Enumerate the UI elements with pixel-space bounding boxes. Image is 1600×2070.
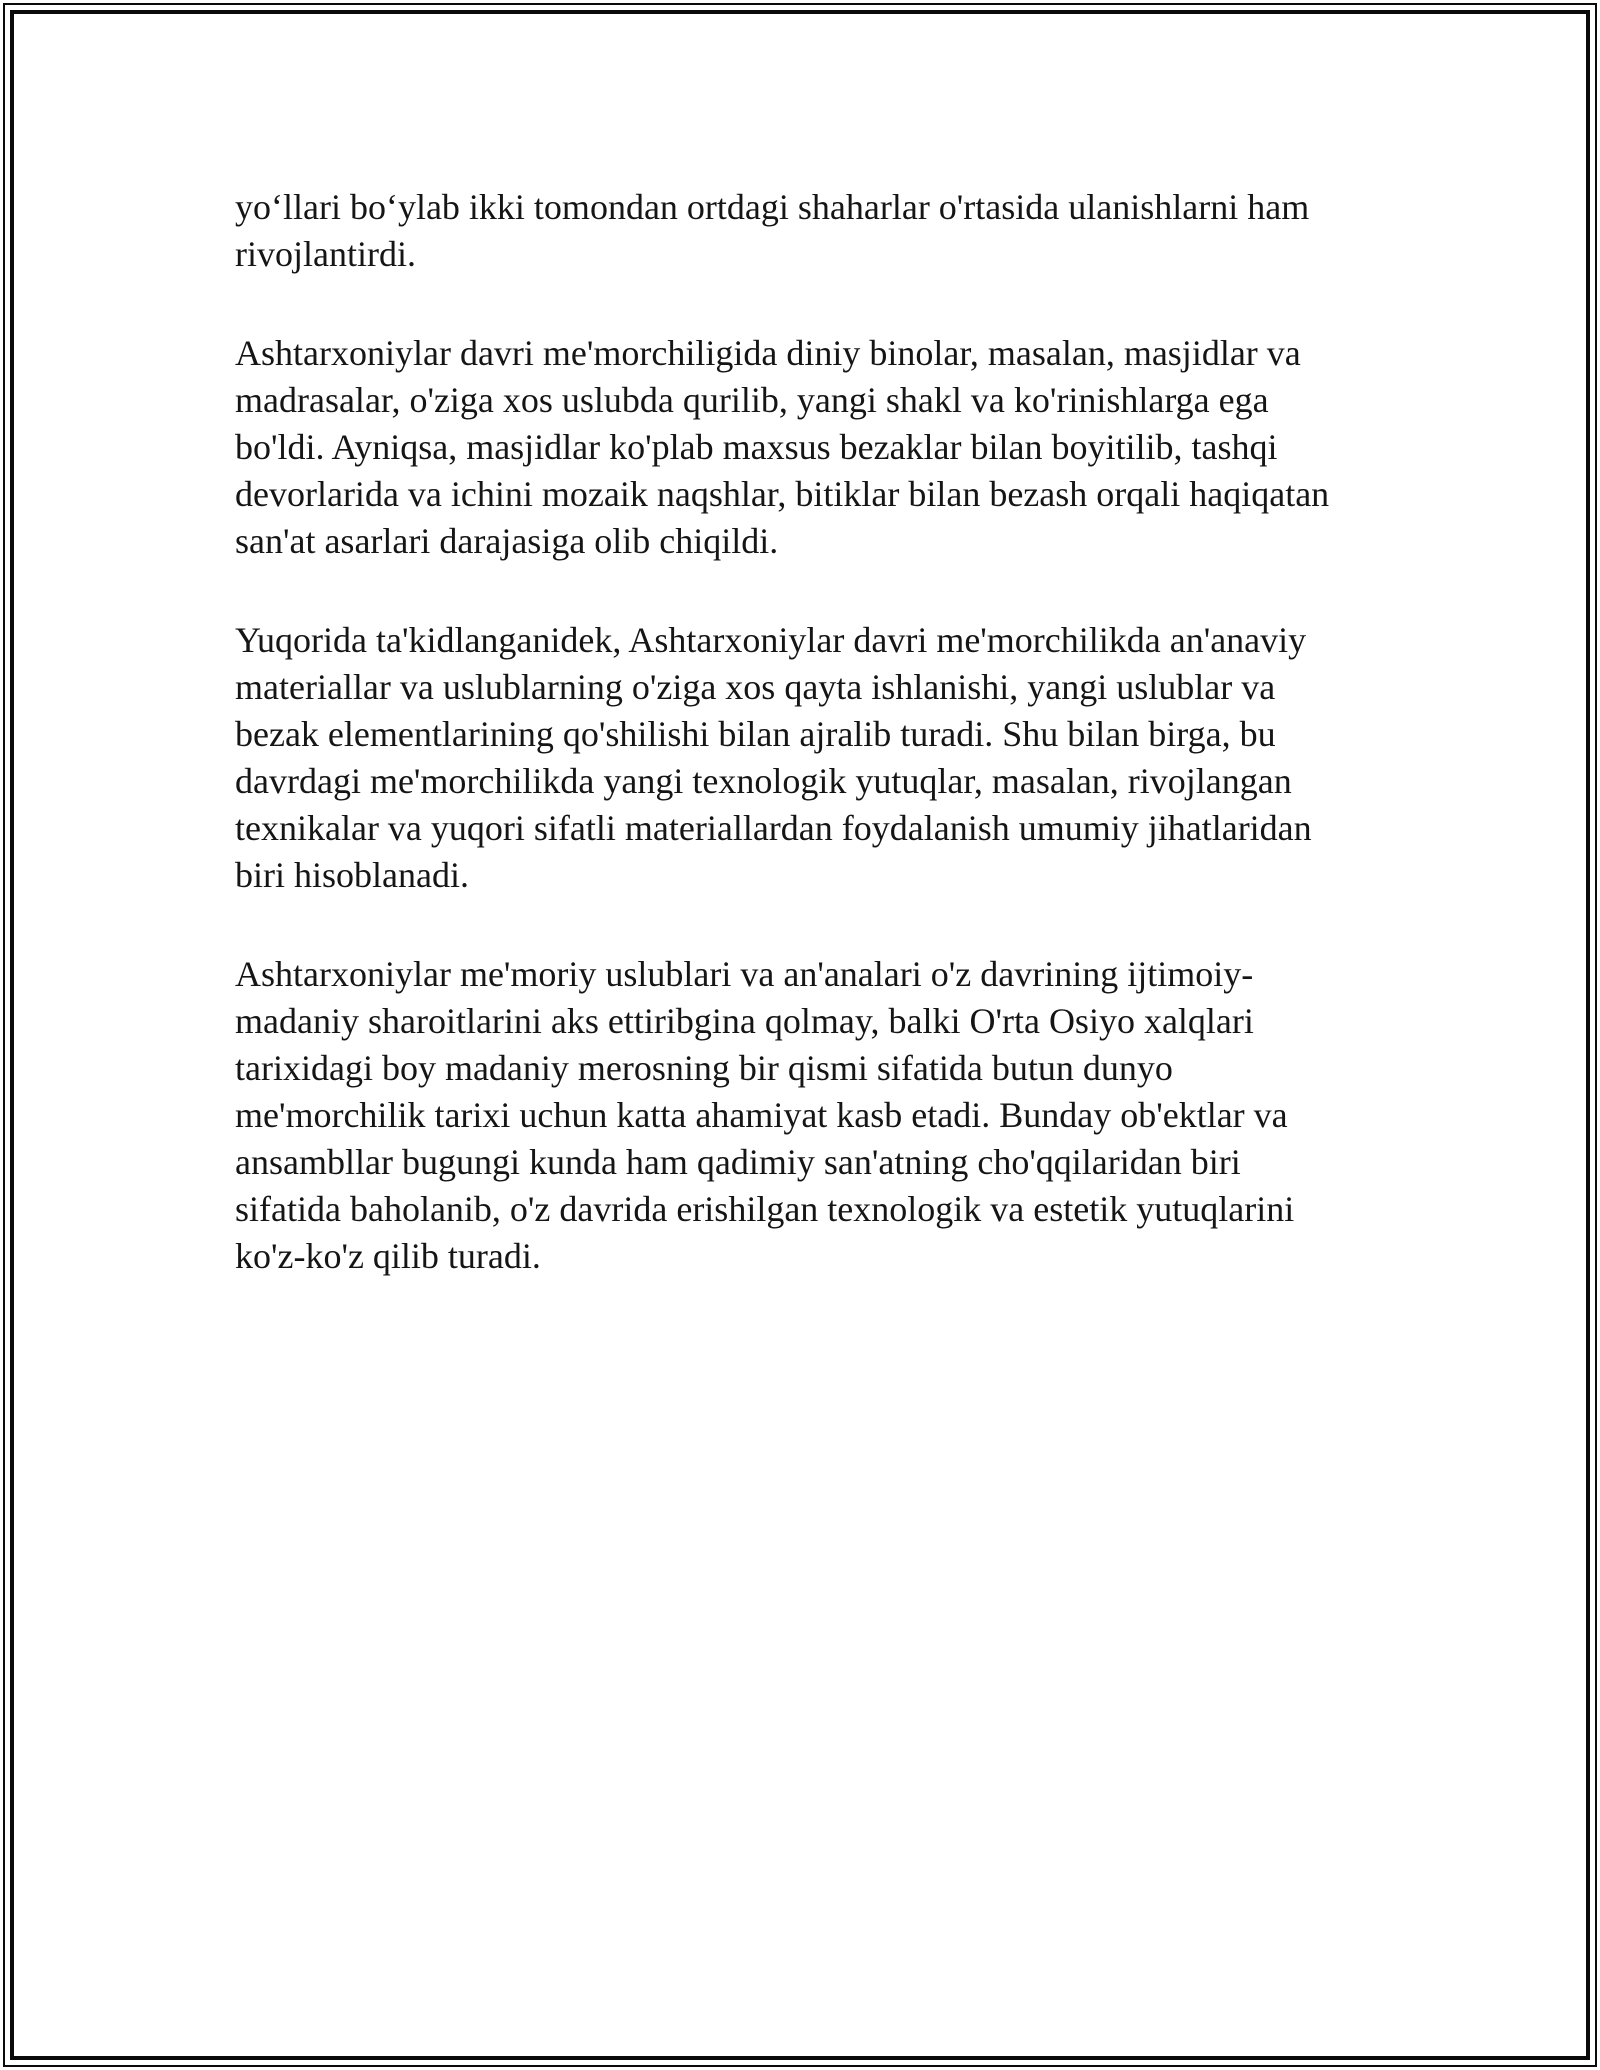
document-body-text (235, 184, 1380, 1280)
paragraph-3 (235, 617, 1380, 899)
text-line: Ashtarxoniylar davri me'morchiligida diniy binolar, masalan, masjidlar va (235, 333, 1301, 373)
text-line: texnikalar va yuqori sifatli materiallardan foydalanish umumiy jihatlaridan (235, 808, 1312, 848)
text-line: rivojlantirdi. (235, 234, 416, 274)
paragraph-4 (235, 951, 1380, 1280)
text-line: biri hisoblanadi. (235, 855, 469, 895)
text-line: tarixidagi boy madaniy merosning bir qismi sifatida butun dunyo (235, 1048, 1173, 1088)
text-line: materiallar va uslublarning o'ziga xos qayta ishlanishi, yangi uslublar va (235, 667, 1276, 707)
paragraph-1 (235, 184, 1380, 278)
text-line: yo‘llari bo‘ylab ikki tomondan ortdagi shaharlar o'rtasida ulanishlarni ham (235, 187, 1310, 227)
text-line: bo'ldi. Ayniqsa, masjidlar ko'plab maxsus bezaklar bilan boyitilib, tashqi (235, 427, 1278, 467)
text-line: me'morchilik tarixi uchun katta ahamiyat kasb etadi. Bunday ob'ektlar va (235, 1095, 1288, 1135)
text-line: devorlarida va ichini mozaik naqshlar, bitiklar bilan bezash orqali haqiqatan (235, 474, 1330, 514)
text-line: ko'z-ko'z qilib turadi. (235, 1236, 541, 1276)
text-line: san'at asarlari darajasiga olib chiqildi. (235, 521, 779, 561)
text-line: sifatida baholanib, o'z davrida erishilgan texnologik va estetik yutuqlarini (235, 1189, 1295, 1229)
text-line: ansambllar bugungi kunda ham qadimiy san'atning cho'qqilaridan biri (235, 1142, 1241, 1182)
text-line: davrdagi me'morchilikda yangi texnologik yutuqlar, masalan, rivojlangan (235, 761, 1292, 801)
text-line: madaniy sharoitlarini aks ettiribgina qolmay, balki O'rta Osiyo xalqlari (235, 1001, 1254, 1041)
paragraph-2 (235, 330, 1380, 565)
text-line: Yuqorida ta'kidlanganidek, Ashtarxoniylar davri me'morchilikda an'anaviy (235, 620, 1307, 660)
text-line: madrasalar, o'ziga xos uslubda qurilib, yangi shakl va ko'rinishlarga ega (235, 380, 1269, 420)
text-line: Ashtarxoniylar me'moriy uslublari va an'analari o'z davrining ijtimoiy- (235, 954, 1254, 994)
text-line: bezak elementlarining qo'shilishi bilan ajralib turadi. Shu bilan birga, bu (235, 714, 1276, 754)
